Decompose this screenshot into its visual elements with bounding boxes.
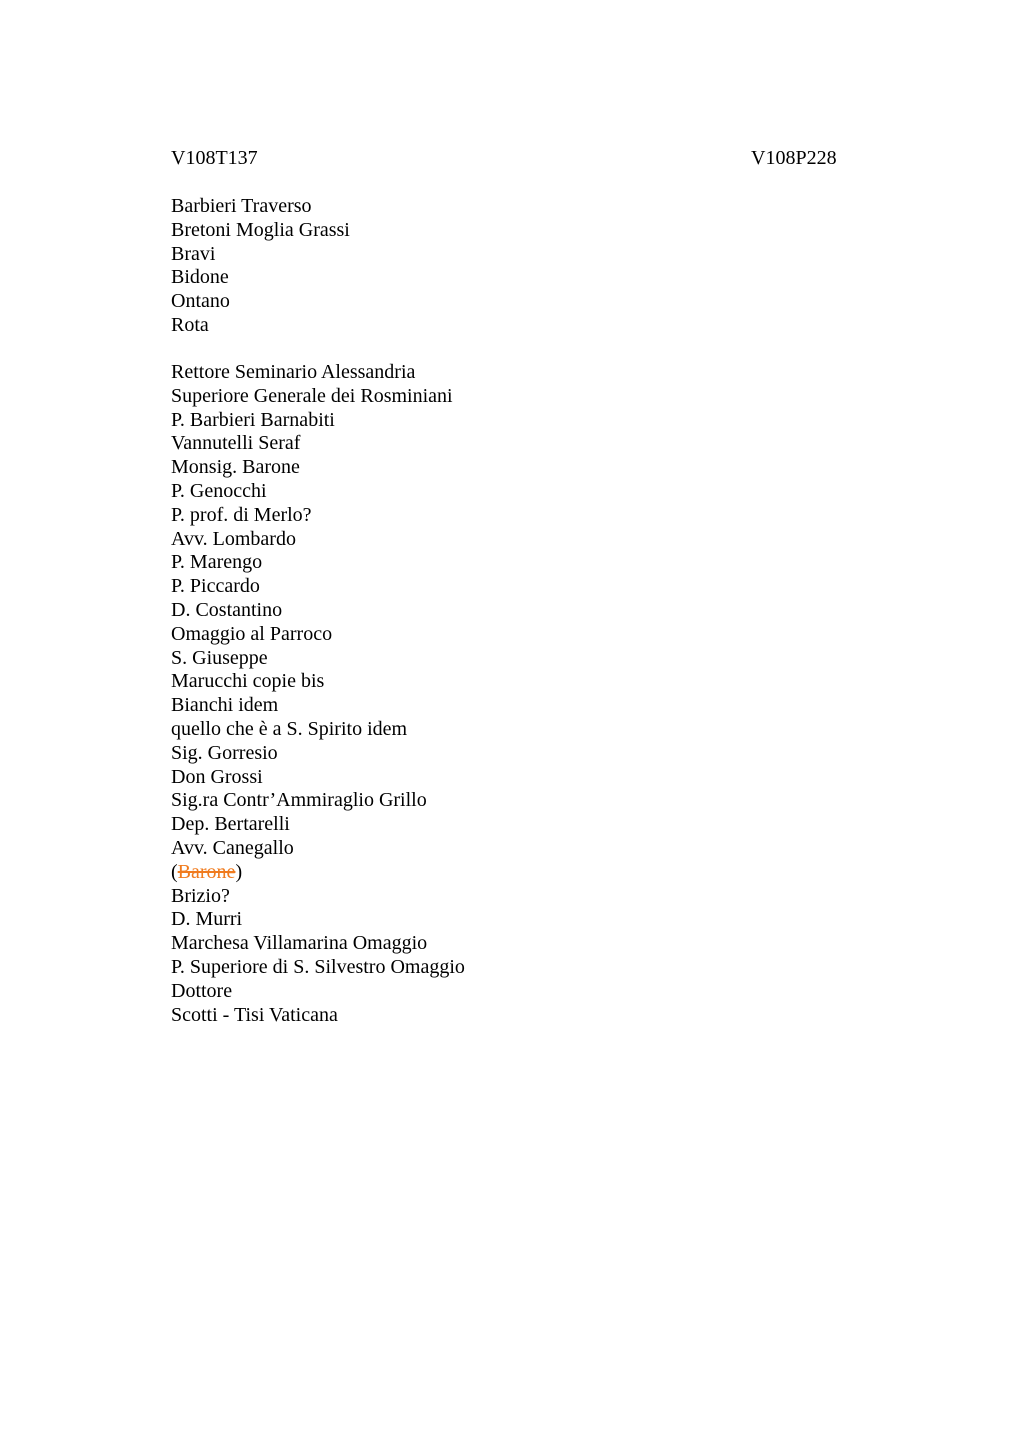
list-item: P. prof. di Merlo? [171,503,312,526]
document-code-right: V108P228 [751,147,837,169]
list-item: D. Murri [171,908,243,931]
list-item: Barbieri Traverso [171,195,312,217]
open-paren: ( [171,860,178,883]
list-item: D. Costantino [171,598,283,621]
list-item: S. Giuseppe [171,646,268,669]
list-item: Omaggio al Parroco [171,622,333,645]
list-item: P. Barbieri Barnabiti [171,408,335,431]
struck-list-item [171,861,465,885]
list-item: Bretoni Moglia Grassi [171,218,350,241]
list-item: Sig.ra Contr’Ammiraglio Grillo [171,789,427,812]
list-item: Rettore Seminario Alessandria [171,361,416,383]
list-item: Rota [171,313,209,336]
list-item: P. Piccardo [171,575,260,598]
list-item: Bianchi idem [171,694,279,717]
list-item: Ontano [171,290,230,313]
list-item: Dep. Bertarelli [171,813,290,836]
list-item: P. Superiore di S. Silvestro Omaggio [171,955,465,978]
name-list-group-2 [171,361,465,1027]
document-code-left: V108T137 [171,147,258,169]
list-item: P. Marengo [171,551,263,574]
list-item: Marucchi copie bis [171,670,325,693]
list-item: Dottore [171,979,233,1002]
list-item: Don Grossi [171,765,263,788]
list-item: Marchesa Villamarina Omaggio [171,932,428,955]
list-item: Superiore Generale dei Rosminiani [171,384,453,407]
list-item: Bravi [171,242,216,265]
list-item: Sig. Gorresio [171,741,278,764]
list-item: Scotti - Tisi Vaticana [171,1003,338,1026]
list-item: quello che è a S. Spirito idem [171,717,408,740]
list-item: Bidone [171,266,229,289]
list-item: Vannutelli Seraf [171,432,301,455]
name-list-group-1 [171,195,350,338]
list-item: P. Genocchi [171,479,267,502]
list-item: Avv. Canegallo [171,836,294,859]
list-item: Monsig. Barone [171,456,300,479]
close-paren: ) [235,860,243,883]
list-item: Avv. Lombardo [171,527,296,550]
list-item: Brizio? [171,884,230,907]
struck-text: Barone [177,860,236,883]
